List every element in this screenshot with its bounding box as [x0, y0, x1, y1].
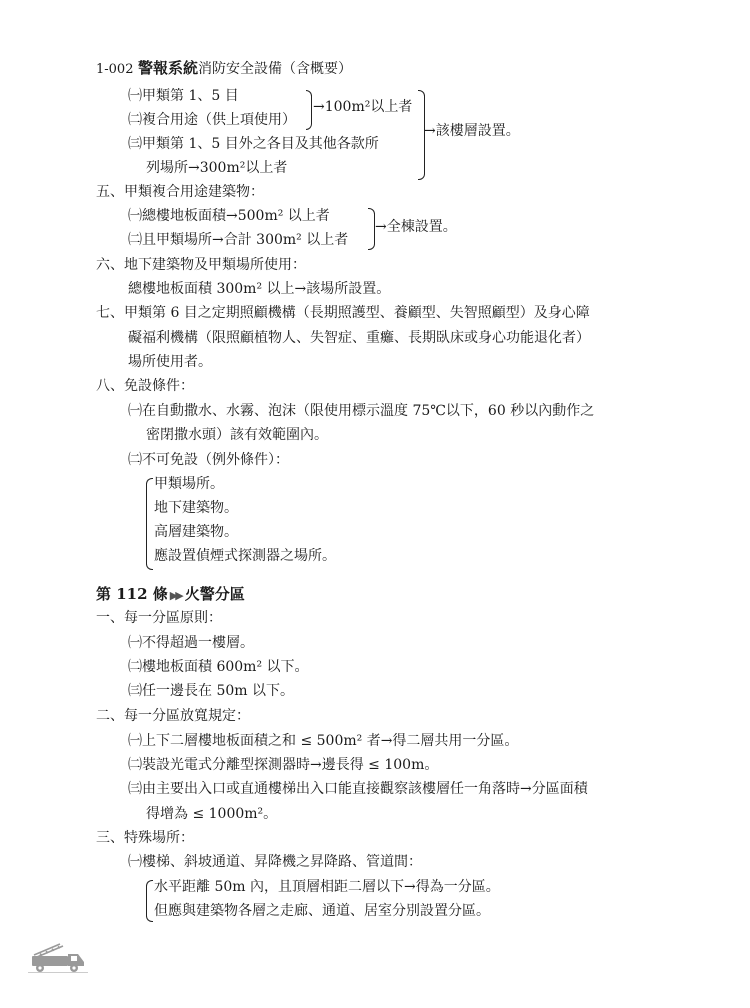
sec8-item-1: ㈠在自動撒水、水霧、泡沫（限使用標示溫度 75℃以下，60 秒以內動作之 [128, 403, 595, 419]
brace-sec5 [368, 208, 375, 250]
header-code: 1-002 [96, 62, 134, 77]
sec7-line-3: 場所使用者。 [128, 354, 212, 370]
sec5-item-2: ㈡且甲類場所→合計 300m² 以上者 [128, 232, 349, 248]
art112-s3-item-2: 水平距離 50m 內，且頂層相距二層以下→得為一分區。 [154, 879, 500, 895]
header-system: 警報系統 [137, 59, 198, 77]
sec8-item-2: ㈡不可免設（例外條件）： [128, 452, 289, 468]
sec6-title: 六、地下建築物及甲類場所使用： [96, 257, 306, 273]
sec1-inner-result: →100m²以上者 [313, 99, 413, 115]
sec6-item-1: 總樓地板面積 300m² 以上→該場所設置。 [128, 281, 391, 297]
art112-s1-title: 一、每一分區原則： [96, 610, 222, 626]
art112-s1-item-3: ㈢任一邊長在 50m 以下。 [128, 683, 294, 699]
art112-s2-item-1: ㈠上下二層樓地板面積之和 ≤ 500m² 者→得二層共用一分區。 [128, 733, 519, 749]
sec1-item-1: ㈠甲類第 1、5 目 [128, 88, 239, 104]
art112-s3-title: 三、特殊場所： [96, 830, 194, 846]
sec1-item-3: ㈢甲類第 1、5 目外之各目及其他各款所 [128, 136, 379, 152]
sec7-line-2: 礙福利機構（限照顧植物人、失智症、重癱、長期臥床或身心功能退化者） [128, 330, 590, 346]
brace-sec8-list [146, 478, 153, 570]
brace-sec1-inner [306, 90, 312, 130]
sec8-item-1b: 密閉撒水頭）該有效範圍內。 [146, 427, 328, 443]
sec8-list-item: 甲類場所。 [154, 476, 224, 492]
sec1-item-3b: 列場所→300m²以上者 [146, 160, 288, 176]
article-112-heading [96, 584, 245, 606]
sec1-item-2: ㈡複合用途（供上項使用） [128, 112, 296, 128]
header-title: 消防安全設備（含概要） [197, 61, 352, 77]
sec1-result: →該樓層設置。 [424, 123, 520, 139]
article-number: 第 112 條 [96, 585, 168, 603]
art112-s2-item-2: ㈡裝設光電式分離型探測器時→邊長得 ≤ 100m。 [128, 757, 439, 773]
sec8-list-item: 地下建築物。 [154, 500, 238, 516]
double-arrow-icon: ▶▶ [169, 589, 181, 602]
sec5-result: →全棟設置。 [375, 219, 457, 235]
brace-art112-s3 [146, 880, 153, 922]
page-header [96, 58, 352, 80]
sec8-title: 八、免設條件： [96, 378, 194, 394]
article-name: 火警分區 [184, 585, 245, 603]
art112-s1-item-2: ㈡樓地板面積 600m² 以下。 [128, 659, 309, 675]
fire-truck-icon [28, 942, 88, 974]
sec5-title: 五、甲類複合用途建築物： [96, 184, 264, 200]
sec5-item-1: ㈠總樓地板面積→500m² 以上者 [128, 208, 330, 224]
sec8-list-item: 應設置偵煙式探測器之場所。 [154, 548, 336, 564]
art112-s1-item-1: ㈠不得超過一樓層。 [128, 635, 254, 651]
art112-s3-item-1: ㈠樓梯、斜坡通道、昇降機之昇降路、管道間： [128, 854, 422, 870]
art112-s3-item-3: 但應與建築物各層之走廊、通道、居室分別設置分區。 [154, 903, 490, 919]
art112-s2-item-3: ㈢由主要出入口或直通樓梯出入口能直接觀察該樓層任一角落時→分區面積 [128, 781, 588, 797]
art112-s2-item-3b: 得增為 ≤ 1000m²。 [146, 806, 278, 822]
footer-rule [28, 972, 88, 973]
art112-s2-title: 二、每一分區放寬規定： [96, 708, 250, 724]
sec7-line-1: 七、甲類第 6 目之定期照顧機構（長期照護型、養顧型、失智照顧型）及身心障 [96, 305, 590, 321]
sec8-list-item: 高層建築物。 [154, 524, 238, 540]
